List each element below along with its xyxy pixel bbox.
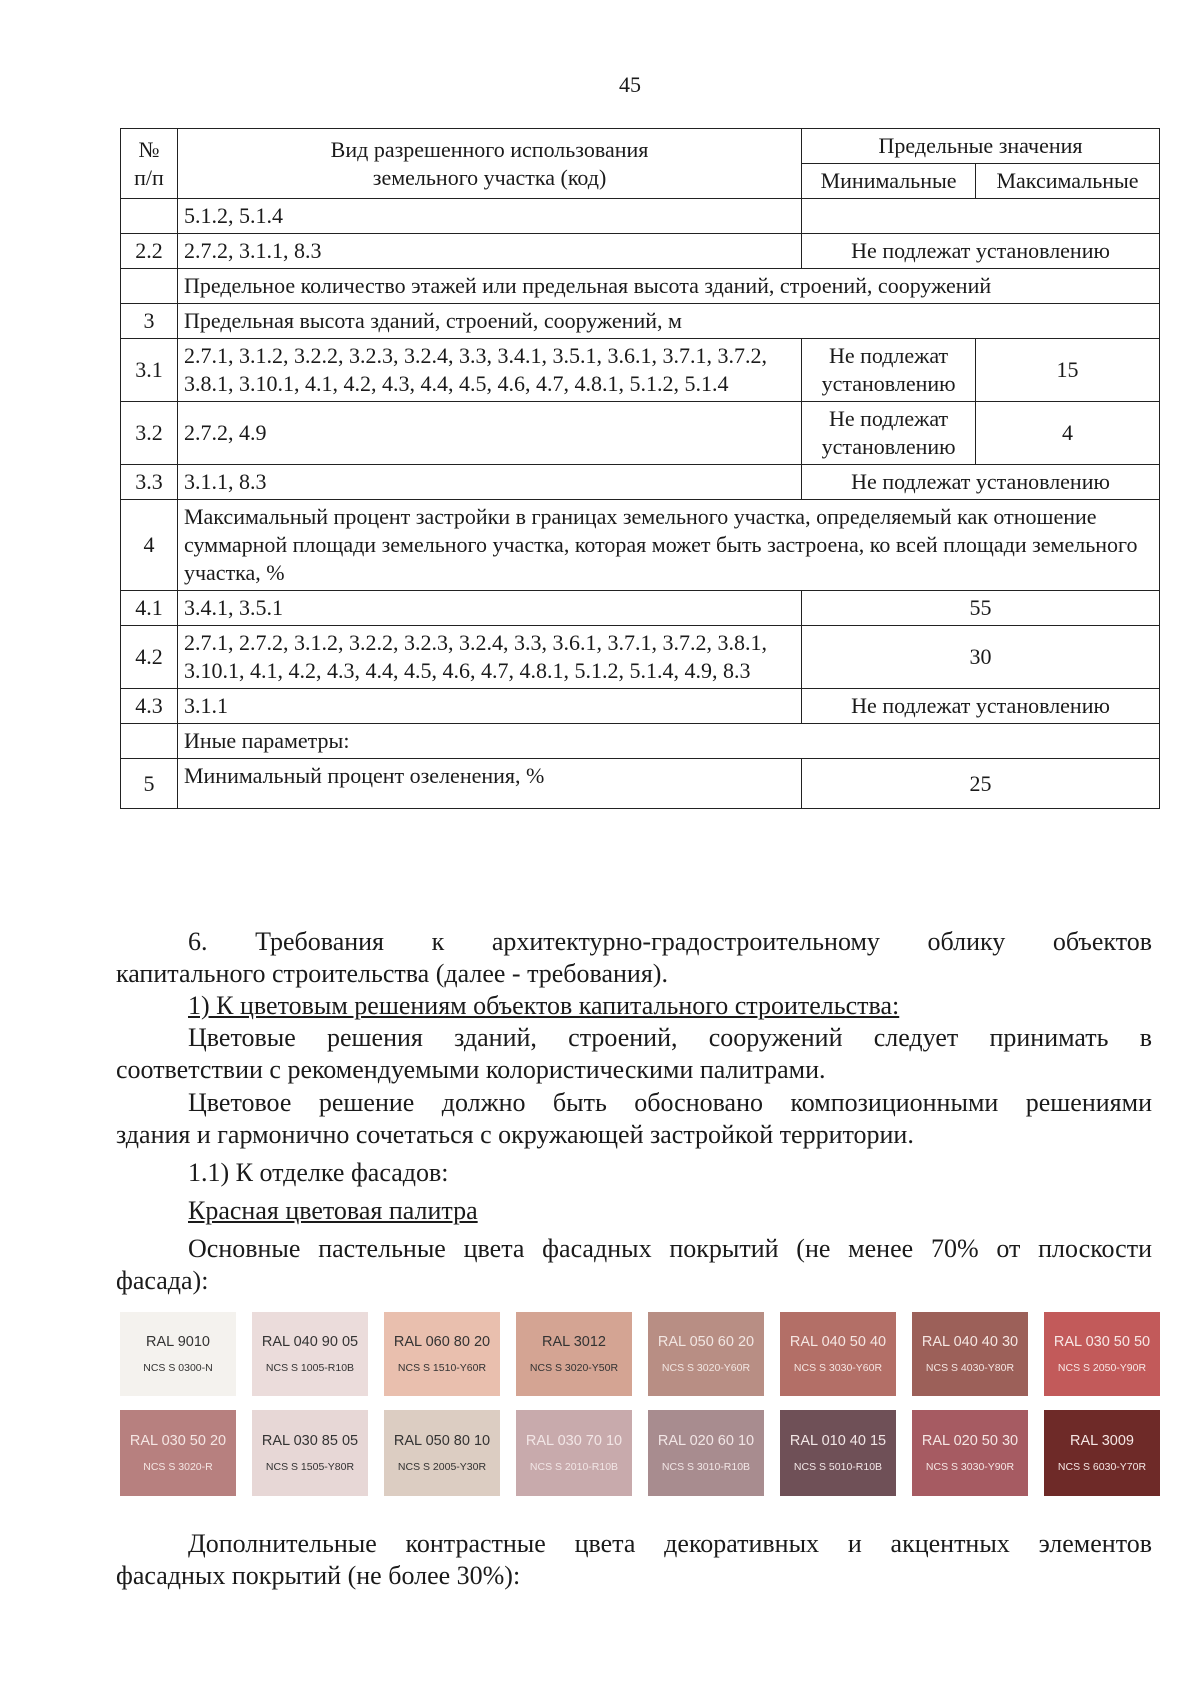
row-section-title: Предельное количество этажей или предельная высота зданий, строений, сооружений (177, 269, 1159, 304)
table-row (121, 199, 1160, 234)
swatch-ncs-code: NCS S 2010-R10B (529, 1461, 619, 1473)
swatch-ncs-code: NCS S 0300-N (143, 1362, 213, 1374)
row-num: 3 (121, 304, 178, 339)
color-swatch (120, 1312, 236, 1396)
swatch-ral-code: RAL 030 50 20 (129, 1433, 227, 1449)
swatch-ncs-code: NCS S 2005-Y30R (397, 1461, 487, 1473)
row-value: 55 (802, 591, 1160, 626)
row-codes: 2.7.1, 3.1.2, 3.2.2, 3.2.3, 3.2.4, 3.3, 3.4.1, 3.5.1, 3.6.1, 3.7.1, 3.7.2, 3.8.1, 3.10.1, 4.1, 4.2, 4.3, 4.4, 4.5, 4.6, 4.7, 4.8.1, 5.1.2, 5.1.4 (177, 339, 801, 402)
subheading-text: 1) К цветовым решениям объектов капитального строительства: (188, 991, 900, 1020)
paragraph-line: здания и гармонично сочетаться с окружающей застройкой территории. (116, 1120, 914, 1149)
header-num (121, 129, 178, 199)
color-swatch (120, 1410, 236, 1496)
table-row (121, 304, 1160, 339)
paragraph-line: Цветовое решение должно быть обосновано композиционными решениями (188, 1088, 1152, 1117)
row-codes: 3.1.1, 8.3 (177, 465, 801, 500)
swatch-ncs-code: NCS S 3020-R (143, 1461, 213, 1473)
subheading-facades: 1.1) К отделке фасадов: (188, 1158, 449, 1187)
palette-title-text: Красная цветовая палитра (188, 1196, 478, 1225)
row-num (121, 199, 178, 234)
table-row (121, 724, 1160, 759)
paragraph-line: 6. Требования к архитектурно-градостроительному облику объектов (188, 927, 1152, 956)
color-swatch (912, 1410, 1028, 1496)
row-section-title: Максимальный процент застройки в границах земельного участка, определяемый как отношение суммарной площади земельного участка, которая может быть застроена, ко всей площади земельного участка, % (177, 500, 1159, 591)
row-min: Не подлежат установлению (802, 339, 976, 402)
color-swatch (252, 1410, 368, 1496)
row-codes: 3.4.1, 3.5.1 (177, 591, 801, 626)
table-row (121, 689, 1160, 724)
swatch-ncs-code: NCS S 3020-Y50R (529, 1362, 619, 1374)
row-value: 25 (802, 759, 1160, 809)
swatch-ral-code: RAL 040 50 40 (789, 1334, 887, 1350)
row-value: Не подлежат установлению (802, 689, 1160, 724)
header-type-line1: Вид разрешенного использования (330, 136, 649, 162)
header-min: Минимальные (802, 164, 976, 199)
header-limits: Предельные значения (802, 129, 1160, 164)
paragraph-line: капитального строительства (далее - требования). (116, 959, 668, 988)
row-codes: 2.7.2, 4.9 (177, 402, 801, 465)
paragraph-line: Основные пастельные цвета фасадных покрытий (не менее 70% от плоскости (188, 1234, 1152, 1263)
header-num-line2: п/п (134, 164, 164, 190)
table-row (121, 234, 1160, 269)
header-num-line1: № (138, 136, 160, 162)
paragraph-requirements (116, 926, 1152, 1297)
swatch-ral-code: RAL 040 90 05 (261, 1334, 359, 1350)
swatch-ncs-code: NCS S 3010-R10B (661, 1461, 751, 1473)
color-swatch (780, 1410, 896, 1496)
paragraph-line: фасадных покрытий (не более 30%): (116, 1561, 521, 1590)
swatch-ral-code: RAL 050 80 10 (393, 1433, 491, 1449)
row-num: 4.2 (121, 626, 178, 689)
row-num: 3.3 (121, 465, 178, 500)
color-swatch (384, 1410, 500, 1496)
paragraph-line: соответствии с рекомендуемыми колористическими палитрами. (116, 1055, 826, 1084)
color-swatch (384, 1312, 500, 1396)
swatch-ral-code: RAL 060 80 20 (393, 1334, 491, 1350)
header-max: Максимальные (976, 164, 1160, 199)
row-section-title: Иные параметры: (177, 724, 1159, 759)
table-row (121, 269, 1160, 304)
swatch-ral-code: RAL 030 70 10 (525, 1433, 623, 1449)
paragraph-line: Дополнительные контрастные цвета декоративных и акцентных элементов (188, 1529, 1152, 1558)
row-num: 4.3 (121, 689, 178, 724)
color-swatch (516, 1312, 632, 1396)
color-swatch (516, 1410, 632, 1496)
row-value: 30 (802, 626, 1160, 689)
swatch-ncs-code: NCS S 4030-Y80R (925, 1362, 1015, 1374)
row-num: 4.1 (121, 591, 178, 626)
color-palette (120, 1312, 1160, 1510)
header-type-line2: земельного участка (код) (372, 164, 607, 190)
row-num: 3.2 (121, 402, 178, 465)
row-num: 3.1 (121, 339, 178, 402)
row-num: 5 (121, 759, 178, 809)
row-value: Не подлежат установлению (802, 465, 1160, 500)
table-row (121, 626, 1160, 689)
row-value: Не подлежат установлению (802, 234, 1160, 269)
table-header-row (121, 129, 1160, 164)
row-num (121, 724, 178, 759)
page-number: 45 (619, 72, 641, 97)
swatch-ral-code: RAL 3012 (542, 1334, 606, 1350)
row-codes: 5.1.2, 5.1.4 (177, 199, 801, 234)
palette-row (120, 1312, 1160, 1396)
subheading-color-solutions (116, 990, 1152, 1022)
row-codes: Минимальный процент озеленения, % (177, 759, 801, 809)
limits-table (120, 128, 1160, 809)
table-row (121, 591, 1160, 626)
swatch-ncs-code: NCS S 2050-Y90R (1057, 1362, 1147, 1374)
row-min: Не подлежат установлению (802, 402, 976, 465)
header-type (177, 129, 801, 199)
color-swatch (780, 1312, 896, 1396)
swatch-ral-code: RAL 020 60 10 (657, 1433, 755, 1449)
table-row (121, 759, 1160, 809)
table-row (121, 339, 1160, 402)
swatch-ral-code: RAL 030 85 05 (261, 1433, 359, 1449)
paragraph-line: Цветовые решения зданий, строений, сооружений следует принимать в (188, 1023, 1152, 1052)
swatch-ral-code: RAL 010 40 15 (789, 1433, 887, 1449)
color-swatch (252, 1312, 368, 1396)
row-num: 2.2 (121, 234, 178, 269)
swatch-ral-code: RAL 020 50 30 (921, 1433, 1019, 1449)
swatch-ral-code: RAL 3009 (1070, 1433, 1134, 1449)
table-row (121, 465, 1160, 500)
palette-title (116, 1195, 1152, 1227)
table-row (121, 402, 1160, 465)
swatch-ral-code: RAL 030 50 50 (1053, 1334, 1151, 1350)
color-swatch (1044, 1312, 1160, 1396)
swatch-ncs-code: NCS S 1005-R10B (265, 1362, 355, 1374)
paragraph-additional (116, 1528, 1152, 1592)
row-num: 4 (121, 500, 178, 591)
swatch-ncs-code: NCS S 5010-R10B (793, 1461, 883, 1473)
color-swatch (648, 1410, 764, 1496)
color-swatch (1044, 1410, 1160, 1496)
row-codes: 2.7.1, 2.7.2, 3.1.2, 3.2.2, 3.2.3, 3.2.4, 3.3, 3.6.1, 3.7.1, 3.7.2, 3.8.1, 3.10.1, 4.1, 4.2, 4.3, 4.4, 4.5, 4.6, 4.7, 4.8.1, 5.1.2, 5.1.4, 4.9, 8.3 (177, 626, 801, 689)
row-value (802, 199, 1160, 234)
swatch-ral-code: RAL 050 60 20 (657, 1334, 755, 1350)
row-num (121, 269, 178, 304)
swatch-ncs-code: NCS S 6030-Y70R (1057, 1461, 1147, 1473)
swatch-ncs-code: NCS S 3020-Y60R (661, 1362, 751, 1374)
swatch-ral-code: RAL 040 40 30 (921, 1334, 1019, 1350)
row-max: 4 (976, 402, 1160, 465)
swatch-ncs-code: NCS S 1510-Y60R (397, 1362, 487, 1374)
swatch-ncs-code: NCS S 1505-Y80R (265, 1461, 355, 1473)
row-max: 15 (976, 339, 1160, 402)
palette-row (120, 1410, 1160, 1496)
row-section-title: Предельная высота зданий, строений, сооружений, м (177, 304, 1159, 339)
row-codes: 3.1.1 (177, 689, 801, 724)
swatch-ncs-code: NCS S 3030-Y90R (925, 1461, 1015, 1473)
color-swatch (648, 1312, 764, 1396)
swatch-ncs-code: NCS S 3030-Y60R (793, 1362, 883, 1374)
row-codes: 2.7.2, 3.1.1, 8.3 (177, 234, 801, 269)
table-row (121, 500, 1160, 591)
paragraph-line: фасада): (116, 1266, 209, 1295)
color-swatch (912, 1312, 1028, 1396)
swatch-ral-code: RAL 9010 (146, 1334, 210, 1350)
